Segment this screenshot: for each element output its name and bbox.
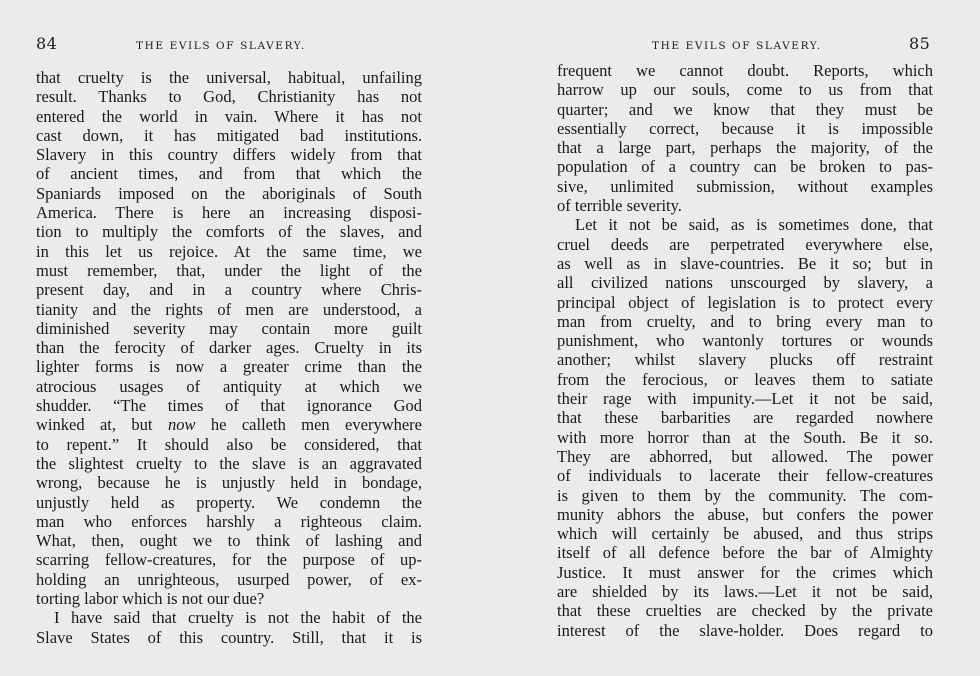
text-line: with more horror than at the South. Be it so. (557, 427, 933, 447)
text-line: of ancient times, and from that which the (36, 164, 422, 184)
page-number: 84 (36, 34, 58, 53)
text-line: entered the world in vain. Where it has not (36, 106, 422, 126)
text-line: that cruelty is the universal, habitual, unfailing (36, 68, 422, 87)
text-line: Justice. It must answer for the crimes which (557, 562, 933, 582)
text-line: present day, and in a country where Chris- (36, 280, 422, 300)
running-title: THE EVILS OF SLAVERY. (136, 40, 306, 52)
text-line: which will certainly be abused, and thus strips (557, 524, 933, 544)
text-line: Spaniards imposed on the aboriginals of South (36, 183, 422, 203)
right-page-header (490, 34, 980, 58)
text-line: Let it not be said, as is sometimes done, that (575, 215, 933, 235)
text-line: result. Thanks to God, Christianity has not (36, 87, 422, 107)
text-line: munity abhors the abuse, but confers the power (557, 504, 933, 524)
text-line: tion to multiply the comforts of the slaves, and (36, 222, 422, 242)
text-line: I have said that cruelty is not the habit of the (54, 608, 422, 628)
text-line: interest of the slave-holder. Does regard to (557, 620, 933, 640)
text-line: What, then, ought we to think of lashing and (36, 531, 422, 551)
text-line: principal object of legislation is to protect every (557, 292, 933, 312)
text-line: from the ferocious, or leaves them to satiate (557, 369, 933, 389)
text-line: winked at, but now he calleth men everywhere (36, 415, 422, 435)
text-line: is given to them by the community. The com- (557, 485, 933, 505)
text-line: atrocious usages of antiquity at which we (36, 376, 422, 396)
text-line: the slightest cruelty to the slave is an aggravated (36, 453, 422, 473)
text-line: their rage with impunity.—Let it not be said, (557, 389, 933, 409)
text-line: itself of all defence before the bar of Almighty (557, 543, 933, 563)
text-line: than the ferocity of darker ages. Cruelty in its (36, 338, 422, 358)
text-line: punishment, who wantonly tortures or wounds (557, 331, 933, 351)
text-line: shudder. “The times of that ignorance God (36, 396, 422, 416)
right-page-text (557, 61, 933, 640)
left-page-text (36, 68, 422, 647)
text-line: cast down, it has mitigated bad institutions. (36, 125, 422, 145)
text-line: torting labor which is not our due? (36, 589, 265, 609)
text-line: cruel deeds are perpetrated everywhere else, (557, 234, 933, 254)
text-line: essentially correct, because it is impossible (557, 118, 933, 138)
text-line: man who enforces harshly a righteous claim. (36, 511, 422, 531)
text-line: another; whilst slavery plucks off restraint (557, 350, 933, 370)
text-line: quarter; and we know that they must be (557, 99, 933, 119)
emphasis: now (167, 415, 196, 435)
text-line: that these barbarities are regarded nowhere (557, 408, 933, 428)
text-line: as well as in slave-countries. Be it so; but in (557, 253, 933, 273)
text-line: of terrible severity. (557, 196, 682, 216)
text-line: sive, unlimited submission, without examples (557, 176, 933, 196)
text-line: unjustly held as property. We condemn the (36, 492, 422, 512)
text-line: wrong, because he is unjustly held in bondage, (36, 473, 422, 493)
text-line: lighter forms is now a greater crime than the (36, 357, 422, 377)
text-line: of individuals to lacerate their fellow-creatures (557, 466, 933, 486)
running-title: THE EVILS OF SLAVERY. (652, 40, 822, 52)
text-line: are shielded by its laws.—Let it not be said, (557, 582, 933, 602)
text-line: They are abhorred, but allowed. The power (557, 446, 933, 466)
text-line: scarring fellow-creatures, for the purpose of up- (36, 550, 422, 570)
text-line: holding an unrighteous, usurped power, of ex- (36, 569, 422, 589)
text-line: that these cruelties are checked by the private (557, 601, 933, 621)
text-line: frequent we cannot doubt. Reports, which (557, 61, 933, 80)
text-line: to repent.” It should also be considered, that (36, 434, 422, 454)
text-line: diminished severity may contain more guilt (36, 318, 422, 338)
text-line: Slavery in this country differs widely from that (36, 145, 422, 165)
text-line: tianity and the rights of men are understood, a (36, 299, 422, 319)
text-line: all civilized nations unscourged by slavery, a (557, 273, 933, 293)
text-line: that a large part, perhaps the majority, of the (557, 138, 933, 158)
page-number: 85 (909, 34, 931, 53)
left-page-header (0, 34, 490, 58)
text-line: America. There is here an increasing disposi- (36, 203, 422, 223)
text-line: in this let us rejoice. At the same time, we (36, 241, 422, 261)
text-line: harrow up our souls, come to us from that (557, 80, 933, 100)
text-line: Slave States of this country. Still, that it is (36, 627, 422, 647)
text-line: must remember, that, under the light of the (36, 260, 422, 280)
text-line: man from cruelty, and to bring every man to (557, 311, 933, 331)
text-line: population of a country can be broken to pas- (557, 157, 933, 177)
right-page (490, 0, 980, 676)
